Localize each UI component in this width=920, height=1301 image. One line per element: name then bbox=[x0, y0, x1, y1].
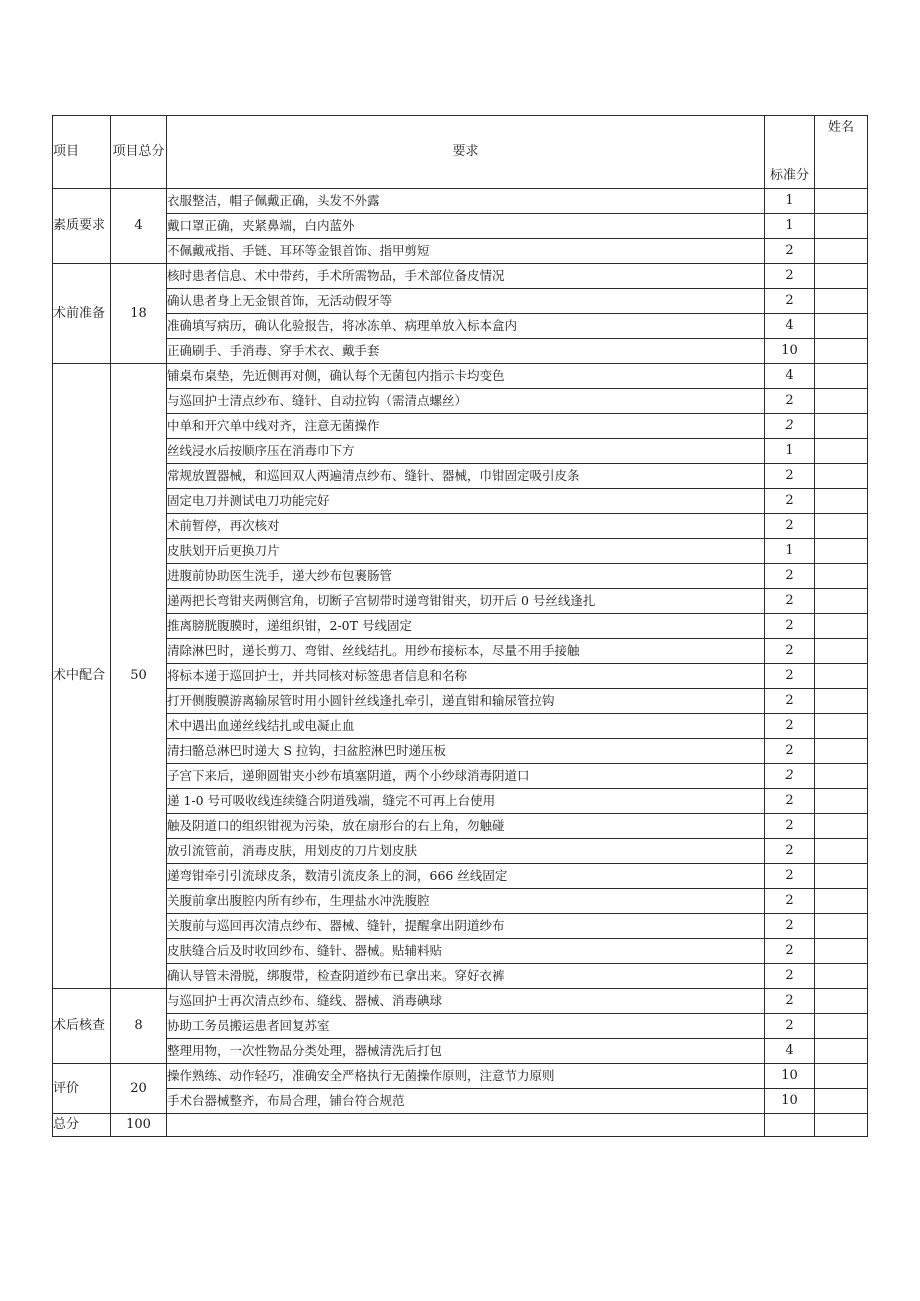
standard-score-cell: 2 bbox=[765, 639, 815, 664]
table-row bbox=[53, 189, 868, 214]
table-row bbox=[53, 439, 868, 464]
category-cell: 术前准备 bbox=[53, 264, 111, 364]
name-score-cell bbox=[815, 989, 868, 1014]
requirement-cell: 衣服整洁，帽子佩戴正确，头发不外露 bbox=[167, 189, 765, 214]
name-score-cell bbox=[815, 1064, 868, 1089]
table-row bbox=[53, 1014, 868, 1039]
summary-value: 100 bbox=[111, 1114, 167, 1137]
table-row bbox=[53, 289, 868, 314]
table-row bbox=[53, 1089, 868, 1114]
requirement-cell: 丝线浸水后按顺序压在消毒巾下方 bbox=[167, 439, 765, 464]
name-score-cell bbox=[815, 289, 868, 314]
category-total-cell: 50 bbox=[111, 364, 167, 989]
category-total-cell: 18 bbox=[111, 264, 167, 364]
standard-score-cell: 2 bbox=[765, 1014, 815, 1039]
table-row bbox=[53, 264, 868, 289]
table-row bbox=[53, 764, 868, 789]
standard-score-cell: 2 bbox=[765, 789, 815, 814]
requirement-cell: 术前暂停，再次核对 bbox=[167, 514, 765, 539]
requirement-cell: 触及阴道口的组织钳视为污染，放在扇形台的右上角，勿触碰 bbox=[167, 814, 765, 839]
header-name: 姓名 bbox=[815, 116, 868, 189]
summary-label: 总分 bbox=[53, 1114, 111, 1137]
requirement-cell: 将标本递于巡回护士，并共同核对标签患者信息和名称 bbox=[167, 664, 765, 689]
standard-score-cell: 2 bbox=[765, 414, 815, 439]
table-row bbox=[53, 364, 868, 389]
requirement-cell: 术中遇出血递丝线结扎或电凝止血 bbox=[167, 714, 765, 739]
summary-empty-requirement bbox=[167, 1114, 765, 1137]
table-row bbox=[53, 989, 868, 1014]
table-row bbox=[53, 339, 868, 364]
requirement-cell: 皮肤缝合后及时收回纱布、缝针、器械。贴辅料贴 bbox=[167, 939, 765, 964]
name-score-cell bbox=[815, 464, 868, 489]
requirement-cell: 与巡回护士清点纱布、缝针、自动拉钩（需清点螺丝） bbox=[167, 389, 765, 414]
table-row bbox=[53, 239, 868, 264]
requirement-cell: 戴口罩正确，夹紧鼻端，白内蓝外 bbox=[167, 214, 765, 239]
requirement-cell: 放引流管前，消毒皮肤，用划皮的刀片划皮肤 bbox=[167, 839, 765, 864]
name-score-cell bbox=[815, 689, 868, 714]
requirement-cell: 关腹前与巡回再次清点纱布、器械、缝针，提醒拿出阴道纱布 bbox=[167, 914, 765, 939]
name-score-cell bbox=[815, 814, 868, 839]
category-cell: 术后核查 bbox=[53, 989, 111, 1064]
table-row bbox=[53, 964, 868, 989]
standard-score-cell: 2 bbox=[765, 689, 815, 714]
requirement-cell: 常规放置器械，和巡回双人两遍清点纱布、缝针、器械，巾钳固定吸引皮条 bbox=[167, 464, 765, 489]
standard-score-cell: 2 bbox=[765, 464, 815, 489]
standard-score-cell: 2 bbox=[765, 514, 815, 539]
table-row bbox=[53, 839, 868, 864]
name-score-cell bbox=[815, 414, 868, 439]
requirement-cell: 不佩戴戒指、手链、耳环等金银首饰、指甲剪短 bbox=[167, 239, 765, 264]
standard-score-cell: 2 bbox=[765, 389, 815, 414]
standard-score-cell: 2 bbox=[765, 264, 815, 289]
summary-row bbox=[53, 1114, 868, 1137]
name-score-cell bbox=[815, 789, 868, 814]
name-score-cell bbox=[815, 314, 868, 339]
table-row bbox=[53, 889, 868, 914]
requirement-cell: 手术台器械整齐，布局合理，铺台符合规范 bbox=[167, 1089, 765, 1114]
summary-empty-standard bbox=[765, 1114, 815, 1137]
requirement-cell: 固定电刀并测试电刀功能完好 bbox=[167, 489, 765, 514]
category-total-cell: 8 bbox=[111, 989, 167, 1064]
table-row bbox=[53, 814, 868, 839]
standard-score-cell: 1 bbox=[765, 539, 815, 564]
requirement-cell: 清扫骼总淋巴时递大 S 拉钩，扫盆腔淋巴时递压板 bbox=[167, 739, 765, 764]
requirement-cell: 推离膀胱腹膜时，递组织钳，2-0T 号线固定 bbox=[167, 614, 765, 639]
name-score-cell bbox=[815, 714, 868, 739]
name-score-cell bbox=[815, 639, 868, 664]
name-score-cell bbox=[815, 939, 868, 964]
header-item: 项目 bbox=[53, 116, 111, 189]
category-cell: 素质要求 bbox=[53, 189, 111, 264]
standard-score-cell: 2 bbox=[765, 564, 815, 589]
table-row bbox=[53, 1039, 868, 1064]
name-score-cell bbox=[815, 839, 868, 864]
requirement-cell: 打开侧腹膜游离输尿管时用小圆针丝线逢扎牵引，递直钳和输尿管拉钩 bbox=[167, 689, 765, 714]
header-row bbox=[53, 116, 868, 189]
standard-score-cell: 2 bbox=[765, 764, 815, 789]
table-row bbox=[53, 1064, 868, 1089]
category-total-cell: 20 bbox=[111, 1064, 167, 1114]
assessment-table bbox=[52, 115, 868, 1137]
requirement-cell: 铺桌布桌垫，先近侧再对侧，确认每个无菌包内指示卡均变色 bbox=[167, 364, 765, 389]
requirement-cell: 递弯钳牵引引流球皮条，数清引流皮条上的洞，666 丝线固定 bbox=[167, 864, 765, 889]
requirement-cell: 关腹前拿出腹腔内所有纱布，生理盐水冲洗腹腔 bbox=[167, 889, 765, 914]
table-row bbox=[53, 539, 868, 564]
requirement-cell: 与巡回护士再次清点纱布、缝线、器械、消毒碘球 bbox=[167, 989, 765, 1014]
table-row bbox=[53, 864, 868, 889]
requirement-cell: 核时患者信息、术中带药，手术所需物品，手术部位备皮情况 bbox=[167, 264, 765, 289]
table-row bbox=[53, 514, 868, 539]
name-score-cell bbox=[815, 514, 868, 539]
name-score-cell bbox=[815, 364, 868, 389]
standard-score-cell: 2 bbox=[765, 664, 815, 689]
name-score-cell bbox=[815, 964, 868, 989]
name-score-cell bbox=[815, 439, 868, 464]
name-score-cell bbox=[815, 264, 868, 289]
name-score-cell bbox=[815, 214, 868, 239]
table-row bbox=[53, 414, 868, 439]
name-score-cell bbox=[815, 539, 868, 564]
requirement-cell: 准确填写病历，确认化验报告，将冰冻单、病理单放入标本盒内 bbox=[167, 314, 765, 339]
requirement-cell: 递两把长弯钳夹两侧宫角，切断子宫韧带时递弯钳钳夹，切开后 0 号丝线逢扎 bbox=[167, 589, 765, 614]
standard-score-cell: 2 bbox=[765, 289, 815, 314]
standard-score-cell: 2 bbox=[765, 714, 815, 739]
table-row bbox=[53, 564, 868, 589]
name-score-cell bbox=[815, 889, 868, 914]
name-score-cell bbox=[815, 1089, 868, 1114]
name-score-cell bbox=[815, 864, 868, 889]
summary-empty-name bbox=[815, 1114, 868, 1137]
name-score-cell bbox=[815, 914, 868, 939]
requirement-cell: 确认导管未滑脱，绑腹带，检查阴道纱布已拿出来。穿好衣裤 bbox=[167, 964, 765, 989]
header-total: 项目总分 bbox=[111, 116, 167, 189]
header-requirement: 要求 bbox=[167, 116, 765, 189]
name-score-cell bbox=[815, 764, 868, 789]
standard-score-cell: 2 bbox=[765, 939, 815, 964]
table-row bbox=[53, 614, 868, 639]
standard-score-cell: 2 bbox=[765, 889, 815, 914]
standard-score-cell: 2 bbox=[765, 814, 815, 839]
table-row bbox=[53, 464, 868, 489]
standard-score-cell: 2 bbox=[765, 864, 815, 889]
category-cell: 术中配合 bbox=[53, 364, 111, 989]
standard-score-cell: 10 bbox=[765, 1089, 815, 1114]
standard-score-cell: 4 bbox=[765, 1039, 815, 1064]
requirement-cell: 操作熟练、动作轻巧，准确安全严格执行无菌操作原则，注意节力原则 bbox=[167, 1064, 765, 1089]
header-standard: 标准分 bbox=[765, 116, 815, 189]
standard-score-cell: 2 bbox=[765, 614, 815, 639]
standard-score-cell: 2 bbox=[765, 239, 815, 264]
table-row bbox=[53, 689, 868, 714]
name-score-cell bbox=[815, 189, 868, 214]
standard-score-cell: 2 bbox=[765, 989, 815, 1014]
standard-score-cell: 2 bbox=[765, 914, 815, 939]
name-score-cell bbox=[815, 489, 868, 514]
table-row bbox=[53, 939, 868, 964]
requirement-cell: 清除淋巴时，递长剪刀、弯钳、丝线结扎。用纱布接标本，尽量不用手接触 bbox=[167, 639, 765, 664]
table-row bbox=[53, 714, 868, 739]
name-score-cell bbox=[815, 1039, 868, 1064]
standard-score-cell: 2 bbox=[765, 489, 815, 514]
table-row bbox=[53, 664, 868, 689]
requirement-cell: 确认患者身上无金银首饰，无活动假牙等 bbox=[167, 289, 765, 314]
requirement-cell: 子宫下来后，递卵圆钳夹小纱布填塞阴道，两个小纱球消毒阴道口 bbox=[167, 764, 765, 789]
table-row bbox=[53, 489, 868, 514]
table-row bbox=[53, 389, 868, 414]
standard-score-cell: 2 bbox=[765, 739, 815, 764]
requirement-cell: 协助工务员搬运患者回复苏室 bbox=[167, 1014, 765, 1039]
name-score-cell bbox=[815, 614, 868, 639]
standard-score-cell: 10 bbox=[765, 1064, 815, 1089]
name-score-cell bbox=[815, 239, 868, 264]
table-row bbox=[53, 789, 868, 814]
table-row bbox=[53, 214, 868, 239]
requirement-cell: 进腹前协助医生洗手，递大纱布包裹肠管 bbox=[167, 564, 765, 589]
name-score-cell bbox=[815, 664, 868, 689]
standard-score-cell: 4 bbox=[765, 314, 815, 339]
standard-score-cell: 2 bbox=[765, 964, 815, 989]
requirement-cell: 中单和开穴单中线对齐，注意无菌操作 bbox=[167, 414, 765, 439]
name-score-cell bbox=[815, 339, 868, 364]
requirement-cell: 皮肤划开后更换刀片 bbox=[167, 539, 765, 564]
standard-score-cell: 10 bbox=[765, 339, 815, 364]
name-score-cell bbox=[815, 739, 868, 764]
standard-score-cell: 4 bbox=[765, 364, 815, 389]
standard-score-cell: 1 bbox=[765, 214, 815, 239]
name-score-cell bbox=[815, 589, 868, 614]
table-row bbox=[53, 639, 868, 664]
table-row bbox=[53, 739, 868, 764]
table-row bbox=[53, 314, 868, 339]
standard-score-cell: 2 bbox=[765, 839, 815, 864]
table-row bbox=[53, 914, 868, 939]
requirement-cell: 整理用物，一次性物品分类处理，器械清洗后打包 bbox=[167, 1039, 765, 1064]
category-cell: 评价 bbox=[53, 1064, 111, 1114]
standard-score-cell: 2 bbox=[765, 589, 815, 614]
table-row bbox=[53, 589, 868, 614]
name-score-cell bbox=[815, 564, 868, 589]
name-score-cell bbox=[815, 389, 868, 414]
requirement-cell: 正确刷手、手消毒、穿手术衣、戴手套 bbox=[167, 339, 765, 364]
name-score-cell bbox=[815, 1014, 868, 1039]
standard-score-cell: 1 bbox=[765, 439, 815, 464]
requirement-cell: 递 1-0 号可吸收线连续缝合阴道残端，缝完不可再上台使用 bbox=[167, 789, 765, 814]
category-total-cell: 4 bbox=[111, 189, 167, 264]
standard-score-cell: 1 bbox=[765, 189, 815, 214]
